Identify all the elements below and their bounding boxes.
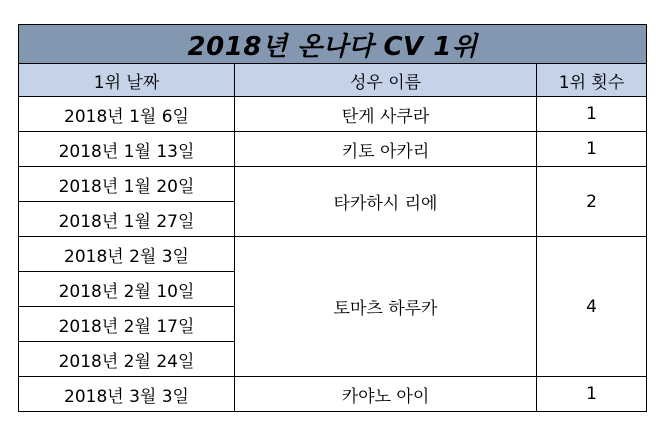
- table-row: [19, 237, 647, 272]
- table-row: [19, 167, 647, 202]
- ranking-sheet: [18, 24, 647, 412]
- header-name: 성우 이름: [235, 64, 537, 97]
- count-cell: 1: [537, 377, 647, 412]
- header-date: 1위 날짜: [19, 64, 235, 97]
- count-cell: 4: [537, 237, 647, 377]
- name-cell: 카야노 아이: [235, 377, 537, 412]
- table-row: [19, 132, 647, 167]
- table-title: 2018년 온나다 CV 1위: [19, 25, 647, 64]
- count-cell: 1: [537, 132, 647, 167]
- date-cell: 2018년 2월 24일: [19, 342, 235, 377]
- count-cell: 2: [537, 167, 647, 237]
- table-row: [19, 97, 647, 132]
- header-count: 1위 횟수: [537, 64, 647, 97]
- count-cell: 1: [537, 97, 647, 132]
- date-cell: 2018년 1월 6일: [19, 97, 235, 132]
- date-cell: 2018년 2월 3일: [19, 237, 235, 272]
- name-cell: 타카하시 리에: [235, 167, 537, 237]
- date-cell: 2018년 1월 20일: [19, 167, 235, 202]
- date-cell: 2018년 2월 10일: [19, 272, 235, 307]
- date-cell: 2018년 2월 17일: [19, 307, 235, 342]
- table-row: [19, 377, 647, 412]
- name-cell: 키토 아카리: [235, 132, 537, 167]
- ranking-table: [18, 24, 647, 412]
- date-cell: 2018년 1월 27일: [19, 202, 235, 237]
- name-cell: 토마츠 하루카: [235, 237, 537, 377]
- name-cell: 탄게 사쿠라: [235, 97, 537, 132]
- date-cell: 2018년 1월 13일: [19, 132, 235, 167]
- date-cell: 2018년 3월 3일: [19, 377, 235, 412]
